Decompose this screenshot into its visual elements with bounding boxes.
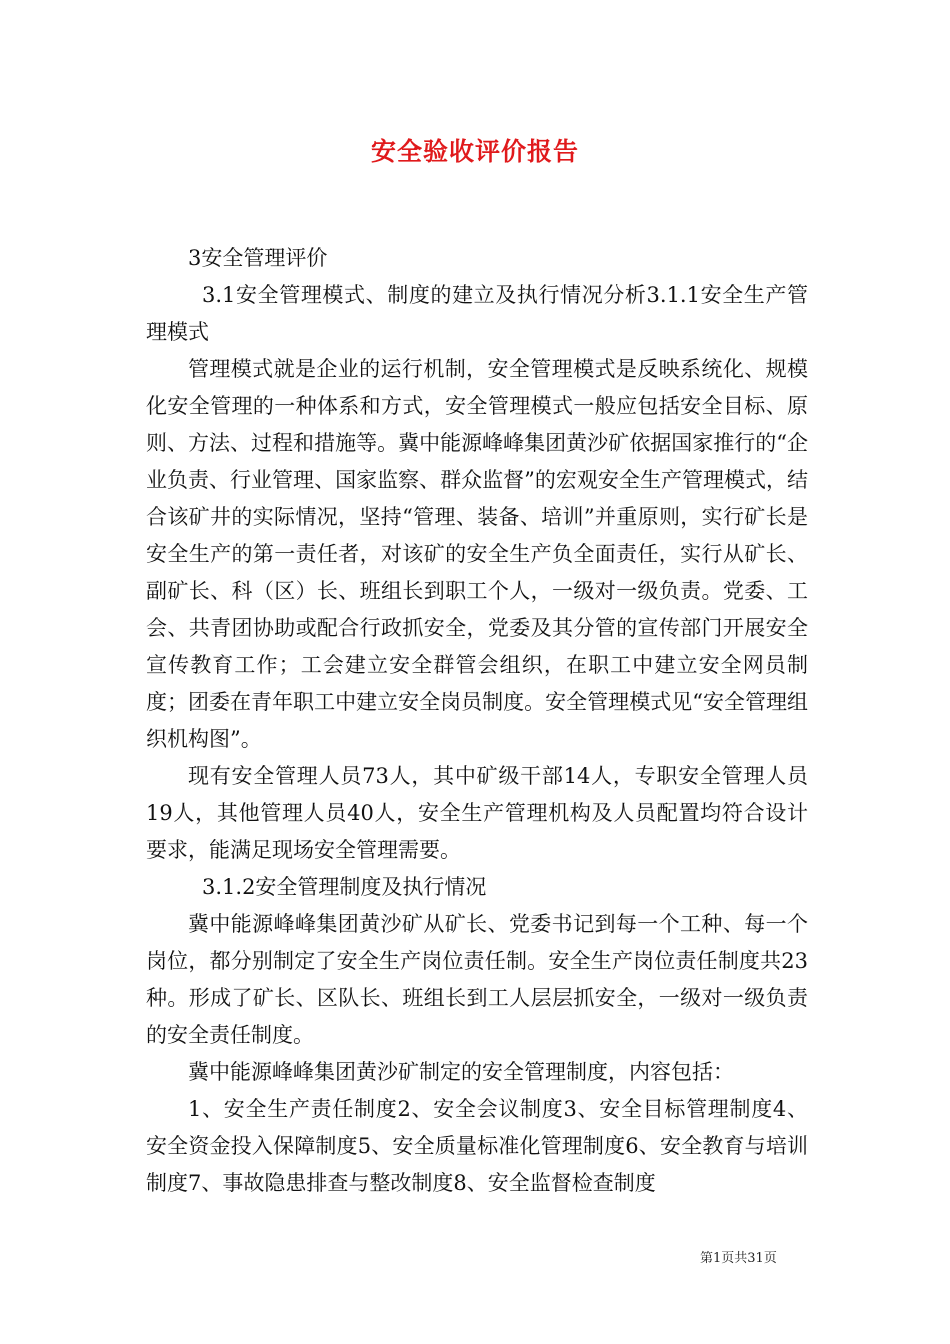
page-number: 第1页共31页 (700, 1251, 777, 1266)
body-paragraph: 1、安全生产责任制度2、安全会议制度3、安全目标管理制度4、安全资金投入保障制度5、安全质量标准化管理制度6、安全教育与培训制度7、事故隐患排查与整改制度8、安全监督检查制度 (146, 1097, 808, 1195)
body-paragraph: 冀中能源峰峰集团黄沙矿从矿长、党委书记到每一个工种、每一个岗位，都分别制定了安全生产岗位责任制。安全生产岗位责任制度共23种。形成了矿长、区队长、班组长到工人层层抓安全，一级对一级负责的安全责任制度。 (146, 912, 808, 1047)
subsection-heading: 3.1安全管理模式、制度的建立及执行情况分析3.1.1安全生产管理模式 (146, 283, 808, 344)
body-paragraph: 冀中能源峰峰集团黄沙矿制定的安全管理制度，内容包括： (188, 1060, 734, 1084)
body-paragraph: 现有安全管理人员73人，其中矿级干部14人，专职安全管理人员19人，其他管理人员40人，安全生产管理机构及人员配置均符合设计要求，能满足现场安全管理需要。 (146, 764, 808, 862)
body-paragraph: 管理模式就是企业的运行机制，安全管理模式是反映系统化、规模化安全管理的一种体系和方式，安全管理模式一般应包括安全目标、原则、方法、过程和措施等。冀中能源峰峰集团黄沙矿依据国家推行的“企业负责、行业管理、国家监察、群众监督”的宏观安全生产管理模式，结合该矿井的实际情况，坚持“管理、装备、培训”并重原则，实行矿长是安全生产的第一责任者，对该矿的安全生产负全面责任，实行从矿长、副矿长、科（区）长、班组长到职工个人，一级对一级负责。党委、工会、共青团协助或配合行政抓安全，党委及其分管的宣传部门开展安全宣传教育工作；工会建立安全群管会组织，在职工中建立安全网员制度；团委在青年职工中建立安全岗员制度。安全管理模式见“安全管理组织机构图”。 (146, 357, 808, 751)
section-heading: 3安全管理评价 (188, 246, 328, 270)
document-body (146, 240, 808, 1202)
subsection-heading: 3.1.2安全管理制度及执行情况 (202, 875, 487, 899)
document-title: 安全验收评价报告 (370, 137, 579, 166)
